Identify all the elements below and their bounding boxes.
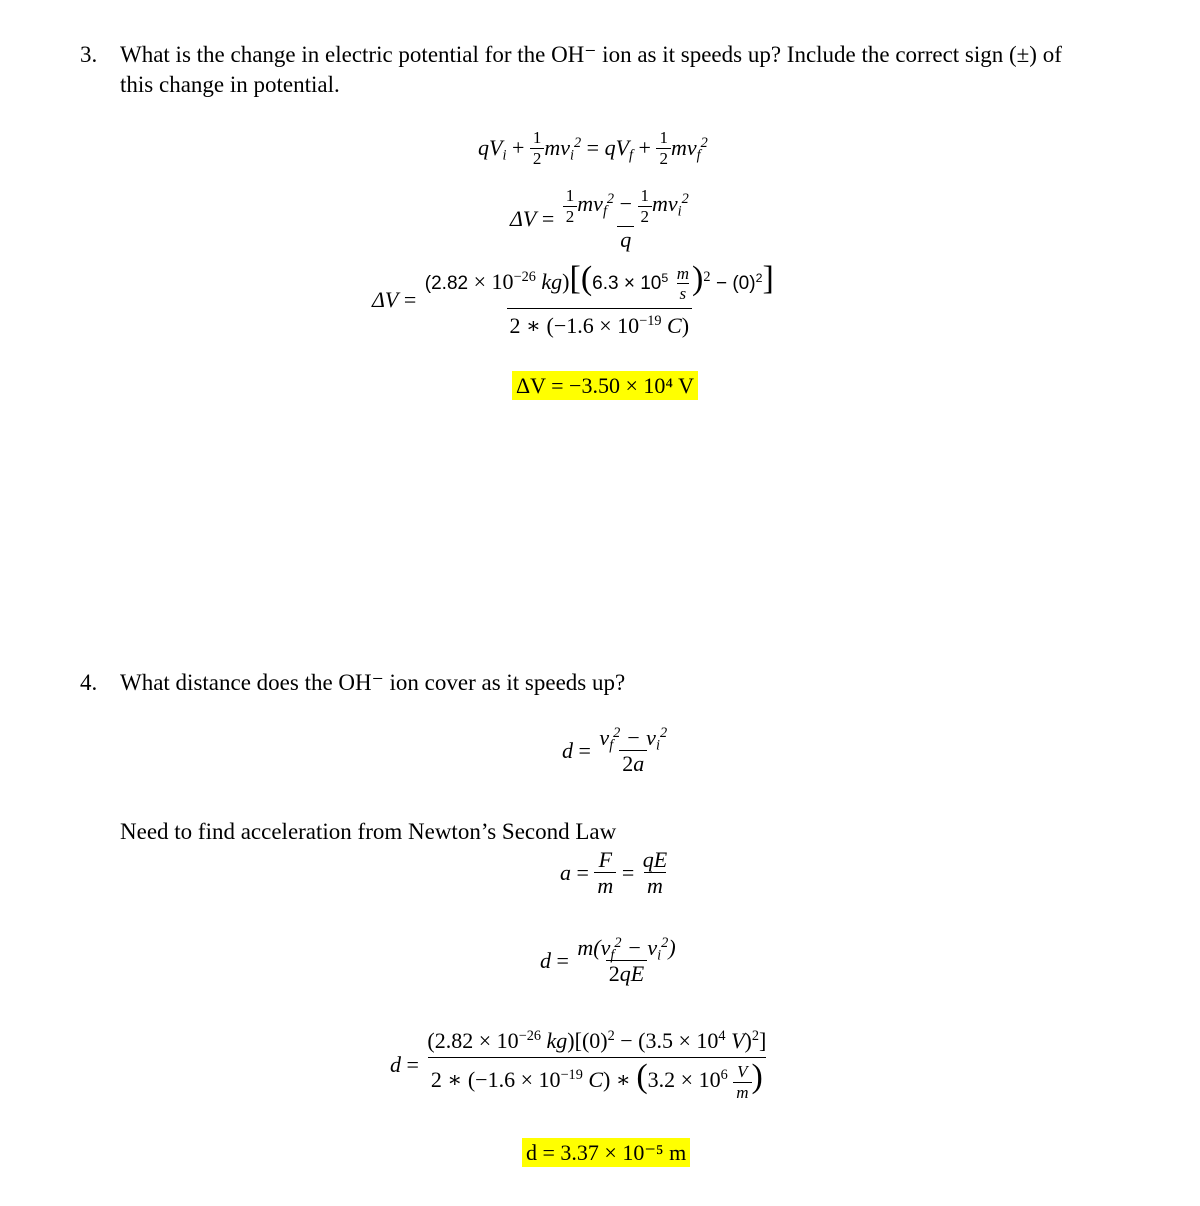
- delta-v-result: [512, 373, 698, 399]
- distance-result-highlight: d = 3.37 × 10⁻⁵ m: [522, 1138, 690, 1167]
- question-4-number: 4.: [80, 670, 98, 695]
- delta-v-numeric: ΔV = ($2.82 \times 10^{-26}$ $kg)[(6.3 \times 10^5$ $\frac{m}{s}$ )$^2 - (0)^2$] 2 ∗ ($-1.6 \times 10^{-19}$ C): [372, 260, 774, 338]
- newton-note-text: Need to find acceleration from Newton’s Second Law: [120, 819, 617, 844]
- distance-result: [522, 1140, 690, 1166]
- newton-second-law-equation: a = $\frac{F}{m}$ = $\frac{qE}{m}$: [560, 847, 668, 899]
- question-3-line-1: What is the change in electric potential for the OH⁻ ion as it speeds up? Include the correct sign (±) of: [120, 42, 1062, 67]
- distance-kinematics-equation: d = $\frac{v_f^2 - v_i^2}{2a}$: [562, 725, 668, 777]
- distance-numeric: d = ($2.82 \times 10^{-26}$ $kg)[(0)^2 - (3.5 \times 10^4$ V)$^2$] 2 ∗ ($-1.6 \times 10^{-19}$ C) ∗ ($3.2 \times 10^6$ $\frac{V}{m}$ ): [390, 1028, 767, 1102]
- newton-note: [120, 817, 820, 847]
- question-3-number: 3.: [80, 42, 98, 67]
- delta-v-result-highlight: ΔV = −3.50 × 10⁴ V: [512, 371, 698, 400]
- delta-v-formula: ΔV = $\frac{1}{2}$ $mv_f^2$ − $\frac{1}{2}$ $mv_i^2$ q: [510, 186, 689, 253]
- question-3-line-2: this change in potential.: [120, 72, 340, 97]
- energy-conservation-equation: $qV_i$ + $\frac{1}{2}$ $mv_i^2$ = $qV_f$ + $\frac{1}{2}$ $mv_f^2$: [478, 128, 708, 168]
- question-4-line-1: What distance does the OH⁻ ion cover as it speeds up?: [120, 670, 626, 695]
- distance-combined-equation: d = $\frac{m(v_f^2 - v_i^2)}{2qE}$: [540, 935, 676, 987]
